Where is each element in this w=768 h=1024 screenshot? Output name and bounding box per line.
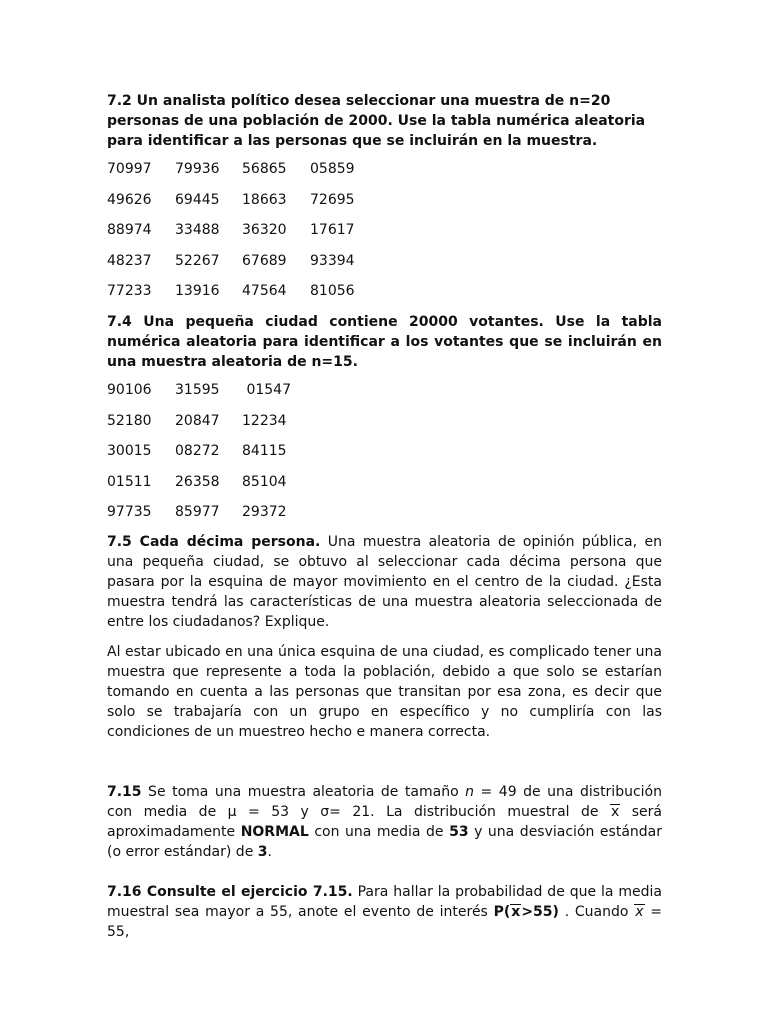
table-cell: 81056	[310, 283, 355, 299]
exercise-7-4-title: 7.4 Una pequeña ciudad contiene 20000 votantes. Use la tabla numérica aleatoria para identificar a los votantes que se incluirán en una muestra aleatoria de n=15.	[107, 314, 662, 370]
exercise-7-15	[107, 782, 662, 862]
exercise-7-15-text-4: con una media de	[308, 824, 450, 840]
exercise-7-5-question	[107, 532, 662, 632]
table-cell: 93394	[310, 252, 355, 269]
table-cell: 17617	[310, 222, 355, 238]
event-of-interest	[494, 904, 559, 920]
exercise-7-15-heading: 7.15	[107, 784, 142, 800]
exercise-7-16-text-1: Para hallar la probabilidad de que la media muestral sea mayor a 55, anote el evento de interés	[107, 884, 662, 920]
table-cell: 52180	[107, 412, 152, 429]
table-cell: 72695	[310, 191, 355, 208]
table-cell: 20847	[175, 412, 220, 429]
x-bar-symbol-2: x	[635, 904, 644, 920]
exercise-7-15-text-5: y una desviación estándar (o error estándar) de	[107, 824, 662, 860]
exercise-7-5-heading: 7.5 Cada décima persona.	[107, 534, 321, 550]
table-cell: 85977	[175, 504, 220, 520]
table-cell: 70997	[107, 161, 152, 177]
standard-error-answer: 3	[257, 844, 268, 860]
table-cell: 01511	[107, 473, 152, 490]
exercise-7-16	[107, 882, 662, 942]
table-cell: 84115	[242, 443, 287, 459]
event-x-bar: x	[511, 904, 521, 920]
exercise-7-5-text: Una muestra aleatoria de opinión pública, en una pequeña ciudad, se obtuvo al seleccionar cada décima persona que pasara por la esquina de mayor movimiento en el centro de la ciudad. ¿Esta muestra tendrá las características de una muestra aleatoria seleccionada de entre los ciudadanos? Explique.	[107, 534, 662, 630]
exercise-7-15-text-2: = 49 de una distribución con media de μ = 53 y σ= 21. La distribución muestral de	[107, 784, 662, 820]
exercise-7-15-text-1: Se toma una muestra aleatoria de tamaño	[141, 784, 466, 800]
table-cell: 69445	[175, 191, 220, 208]
exercise-7-15-text-3: será aproximadamente	[107, 804, 662, 840]
table-cell: 88974	[107, 222, 152, 238]
table-cell: 47564	[242, 283, 287, 299]
table-cell: 18663	[242, 191, 287, 208]
table-cell: 26358	[175, 473, 220, 490]
table-cell: 56865	[242, 161, 287, 177]
table-cell: 49626	[107, 191, 152, 208]
table-cell: 33488	[175, 222, 220, 238]
table-cell: 67689	[242, 252, 287, 269]
table-cell: 90106	[107, 382, 152, 398]
table-cell: 52267	[175, 252, 220, 269]
table-cell: 08272	[175, 443, 220, 459]
mean-answer: 53	[449, 824, 469, 840]
table-cell: 36320	[242, 222, 287, 238]
table-cell: 12234	[242, 412, 287, 429]
table-cell: 48237	[107, 252, 152, 269]
exercise-7-16-heading: 7.16 Consulte el ejercicio 7.15.	[107, 884, 353, 900]
sample-size-symbol: n	[465, 784, 475, 800]
table-cell: 13916	[175, 283, 220, 299]
exercise-7-15-text-6: .	[267, 844, 272, 860]
table-cell: 79936	[175, 161, 220, 177]
x-bar-symbol: x	[610, 804, 620, 820]
table-cell: 01547	[242, 382, 291, 398]
table-cell: 05859	[310, 161, 355, 177]
table-cell: 30015	[107, 443, 152, 459]
exercise-7-2-title: 7.2 Un analista político desea seleccionar una muestra de n=20 personas de una población de 2000. Use la tabla numérica aleatoria para identificar a las personas que se incluirán en la muestra.	[107, 93, 646, 149]
table-cell: 85104	[242, 473, 287, 490]
normal-answer: NORMAL	[240, 824, 309, 840]
event-prefix: P(	[493, 904, 511, 920]
table-cell: 29372	[242, 504, 287, 520]
table-cell: 77233	[107, 283, 152, 299]
event-suffix: >55)	[521, 904, 559, 920]
exercise-7-16-text-2: . Cuando	[558, 904, 635, 920]
table-cell: 97735	[107, 504, 152, 520]
exercise-7-5-answer: Al estar ubicado en una única esquina de una ciudad, es complicado tener una muestra que represente a toda la población, debido a que solo se estarían tomando en cuenta a las personas que transitan por esa zona, es decir que solo se trabajaría con un grupo en específico y no cumpliría con las condiciones de un muestreo hecho e manera correcta.	[107, 644, 662, 740]
table-cell: 31595	[175, 382, 220, 398]
exercise-7-16-text-3: = 55,	[107, 904, 662, 940]
